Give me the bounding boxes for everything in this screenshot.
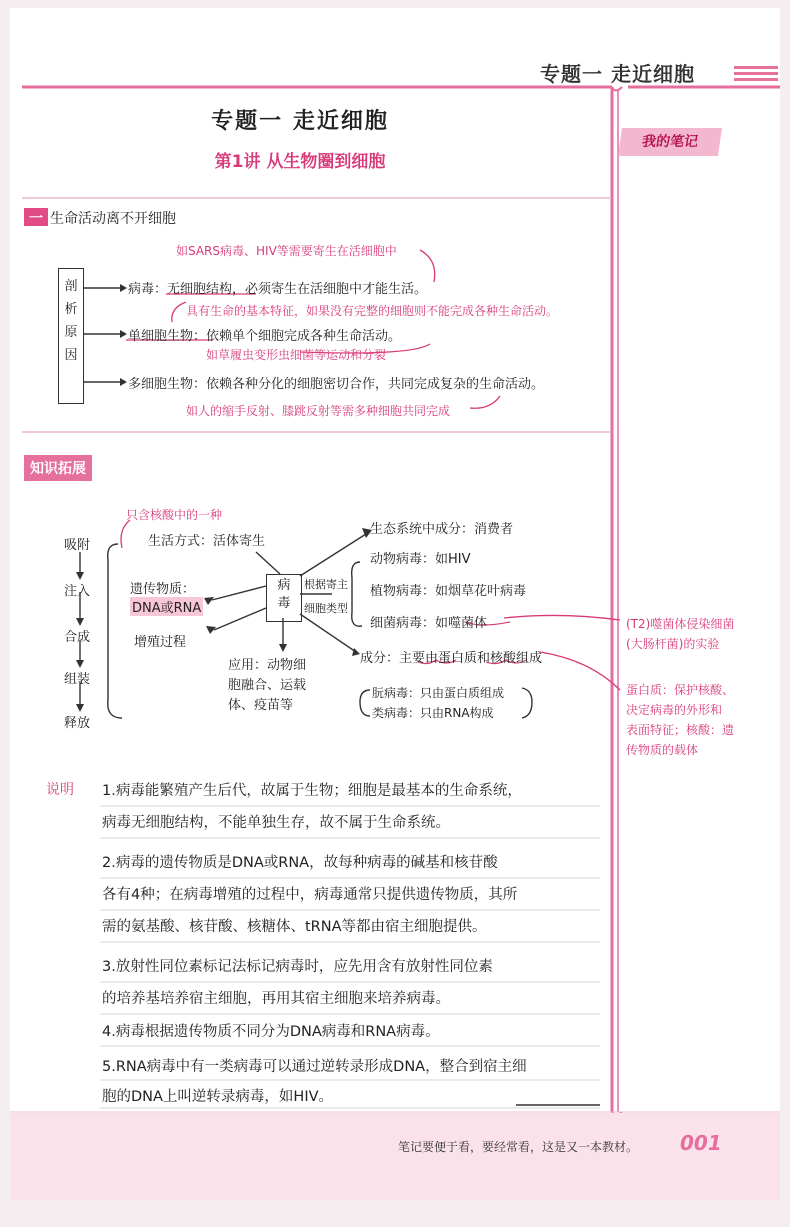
page-subtitle: 第1讲 从生物圈到细胞 [214, 152, 386, 172]
section1-title: 生命活动离不开细胞 [50, 211, 176, 227]
cell-type-label: 细胞类型 [304, 602, 348, 615]
explanation-line-6: 3.放射性同位素标记法标记病毒时，应先用含有放射性同位素 [102, 959, 493, 975]
plant-virus: 植物病毒：如烟草花叶病毒 [370, 584, 527, 599]
virus-line: 病毒：无细胞结构，必须寄生在活细胞中才能生活。 [128, 282, 428, 297]
multi-cell-line: 多细胞生物：依赖各种分化的细胞密切合作，共同完成复杂的生命活动。 [128, 377, 545, 392]
note-multi-cell: 如人的缩手反射、膝跳反射等需多种细胞共同完成 [186, 404, 451, 418]
step-adsorb: 吸附 [64, 538, 91, 553]
note-nucleic: 只含核酸中的一种 [126, 508, 223, 522]
explanation-label: 说明 [46, 782, 74, 798]
explanation-line-7: 的培养基培养宿主细胞，再用其宿主细胞来培养病毒。 [102, 991, 450, 1007]
step-synthesize: 合成 [64, 630, 91, 645]
genetic-value: DNA或RNA [130, 597, 203, 616]
single-cell-line: 单细胞生物：依赖单个细胞完成各种生命活动。 [128, 329, 402, 344]
analysis-box-label: 剖析原因 [64, 279, 78, 363]
explanation-line-4: 各有4种；在病毒增殖的过程中，病毒通常只提供遗传物质，其所 [102, 887, 518, 903]
prion: 朊病毒：只由蛋白质组成 [372, 686, 505, 700]
step-inject: 注入 [64, 584, 91, 599]
explanation-line-1: 1.病毒能繁殖产生后代，故属于生物；细胞是最基本的生命系统， [102, 783, 522, 799]
note-sars: 如SARS病毒、HIV等需要寄生在活细胞中 [176, 244, 397, 258]
eco-role: 生态系统中成分：消费者 [370, 522, 514, 537]
page-title: 专题一 走近细胞 [211, 109, 389, 134]
note-phage-line-2: (大肠杆菌)的实验 [626, 637, 720, 651]
explanation-line-2: 病毒无细胞结构，不能单独生存，故不属于生命系统。 [102, 815, 450, 831]
viroid: 类病毒：只由RNA构成 [372, 706, 494, 720]
explanation-line-8: 4.病毒根据遗传物质不同分为DNA病毒和RNA病毒。 [102, 1024, 440, 1040]
bacteriophage: 细菌病毒：如噬菌体 [370, 616, 488, 631]
lifestyle: 生活方式：活体寄生 [148, 534, 266, 549]
note-single-cell: 如草履虫变形虫细菌等运动和分裂 [206, 348, 387, 362]
page-number: 001 [680, 1131, 722, 1155]
step-assemble: 组装 [64, 672, 91, 687]
section1-number: 一 [24, 208, 48, 226]
genetic-label: 遗传物质： [130, 582, 196, 597]
footer-quote: 笔记要便于看，要经常看，这是又一本教材。 [398, 1140, 639, 1154]
by-host-label: 根据寄主 [304, 578, 348, 591]
note-protein-line-2: 决定病毒的外形和 [626, 703, 723, 717]
explanation-line-10: 胞的DNA上叫逆转录病毒，如HIV。 [102, 1089, 334, 1105]
application-line-1: 应用：动物细 [228, 658, 307, 673]
note-protein-line-3: 表面特征；核酸：遗 [626, 723, 735, 737]
composition: 成分：主要由蛋白质和核酸组成 [360, 651, 543, 666]
proliferation: 增殖过程 [134, 635, 187, 650]
note-phage-line-1: (T2)噬菌体侵染细菌 [626, 617, 735, 631]
step-release: 释放 [64, 716, 91, 731]
note-protein-line-1: 蛋白质：保护核酸、 [626, 683, 735, 697]
application-line-2: 胞融合、运载 [228, 678, 307, 693]
virus-box-label: 病毒 [277, 578, 291, 611]
note-protein-line-4: 传物质的载体 [626, 743, 699, 757]
explanation-line-3: 2.病毒的遗传物质是DNA或RNA，故每种病毒的碱基和核苷酸 [102, 855, 498, 871]
virus-box [266, 574, 302, 622]
explanation-line-9: 5.RNA病毒中有一类病毒可以通过逆转录形成DNA，整合到宿主细 [102, 1059, 527, 1075]
explanation-line-5: 需的氨基酸、核苷酸、核糖体、tRNA等都由宿主细胞提供。 [102, 919, 487, 935]
animal-virus: 动物病毒：如HIV [370, 552, 471, 567]
notes-label: 我的笔记 [640, 134, 700, 150]
running-title: 专题一 走近细胞 [540, 62, 695, 86]
section2-heading: 知识拓展 [24, 455, 92, 481]
application-line-3: 体、疫苗等 [228, 698, 294, 713]
note-basic-features: 具有生命的基本特征，如果没有完整的细胞则不能完成各种生命活动。 [186, 304, 559, 318]
